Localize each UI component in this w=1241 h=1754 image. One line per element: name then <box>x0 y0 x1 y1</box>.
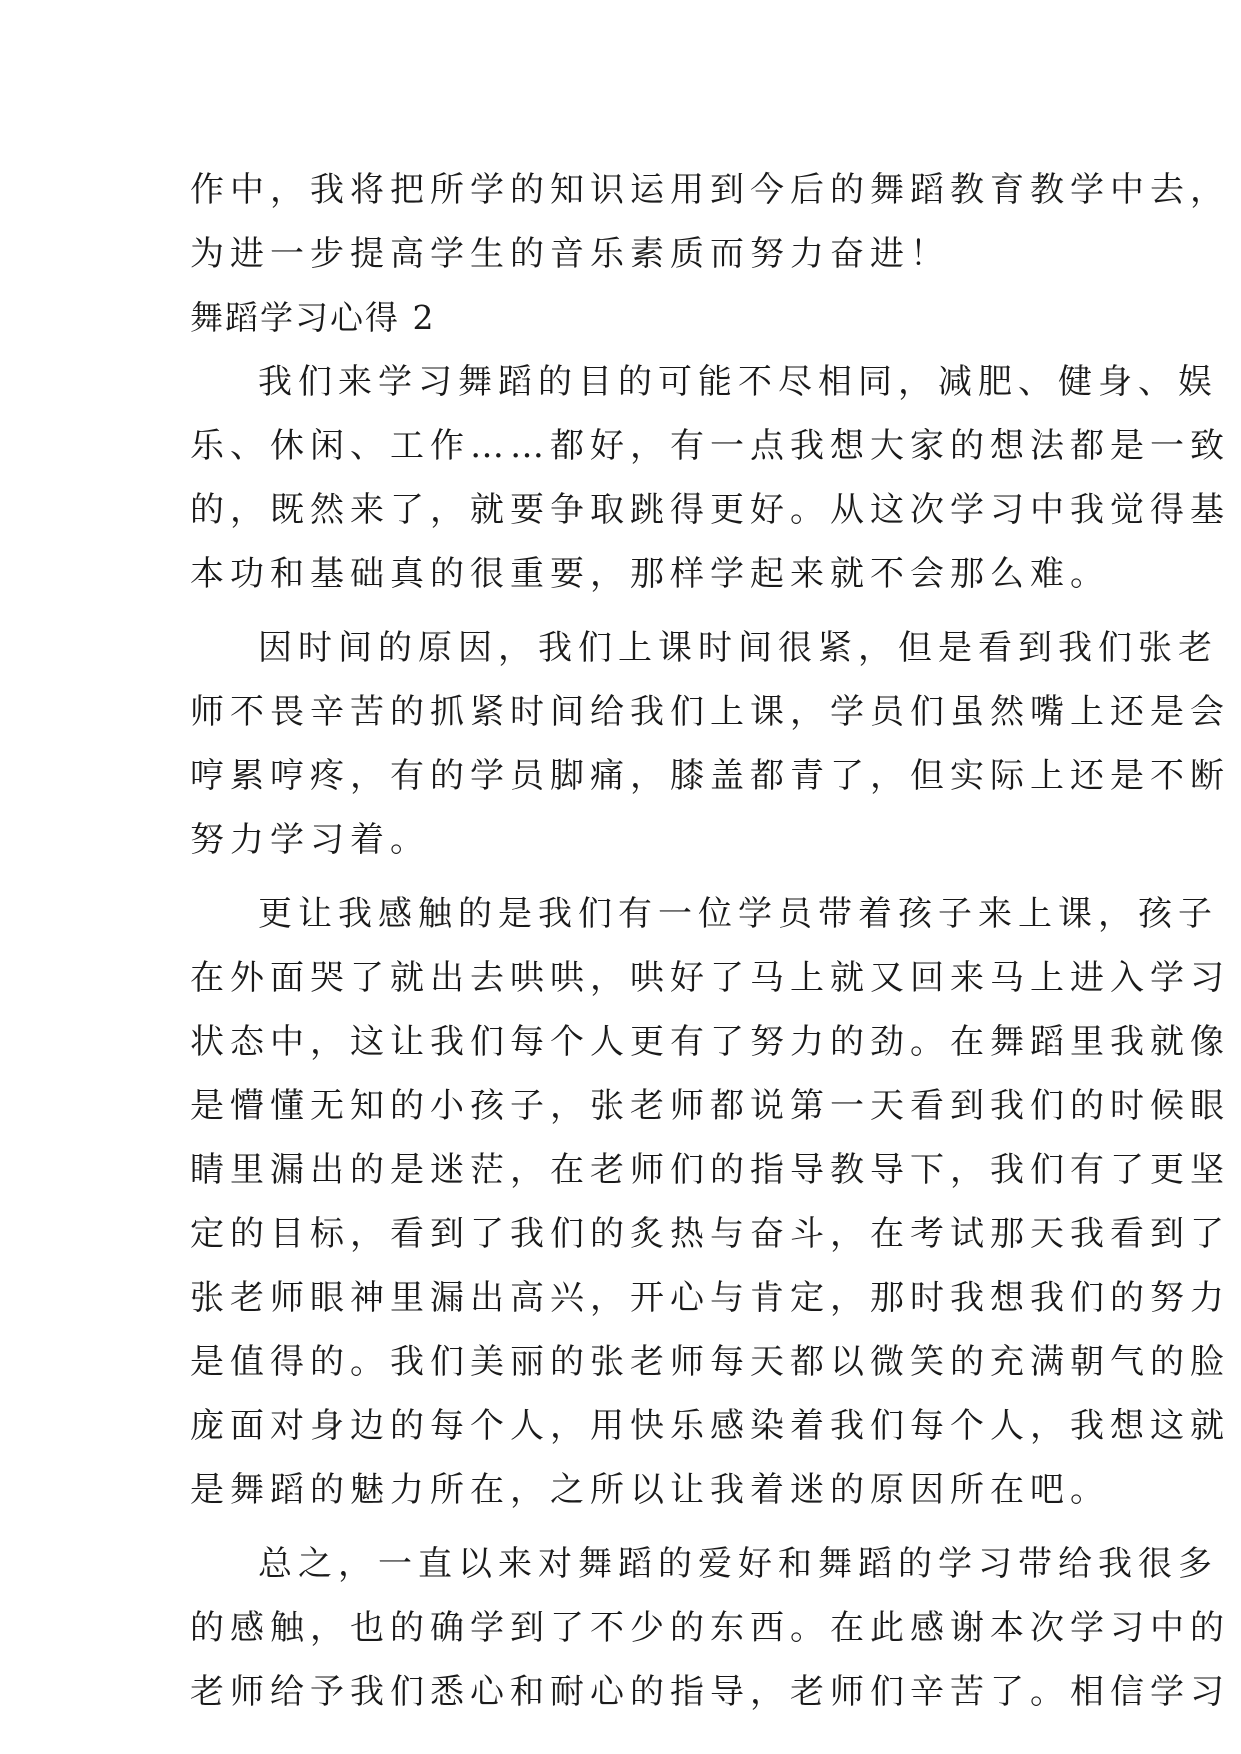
document-body <box>190 158 1230 1724</box>
text-line: 是舞蹈的魅力所在，之所以让我着迷的原因所在吧。 <box>190 1470 1110 1510</box>
paragraph-3 <box>190 882 1230 1522</box>
text-line: 努力学习着。 <box>190 820 430 860</box>
text-line: 状态中，这让我们每个人更有了努力的劲。在舞蹈里我就像 <box>190 1022 1230 1062</box>
text-line: 哼累哼疼，有的学员脚痛，膝盖都青了，但实际上还是不断 <box>190 756 1230 796</box>
text-line: 的感触，也的确学到了不少的东西。在此感谢本次学习中的 <box>190 1608 1230 1648</box>
text-line: 是懵懂无知的小孩子，张老师都说第一天看到我们的时候眼 <box>190 1086 1230 1126</box>
text-line: 张老师眼神里漏出高兴，开心与肯定，那时我想我们的努力 <box>190 1278 1230 1318</box>
text-line: 总之，一直以来对舞蹈的爱好和舞蹈的学习带给我很多 <box>258 1544 1218 1584</box>
section-heading: 舞蹈学习心得 2 <box>190 298 436 337</box>
text-line: 定的目标，看到了我们的炙热与奋斗，在考试那天我看到了 <box>190 1214 1230 1254</box>
text-line: 更让我感触的是我们有一位学员带着孩子来上课，孩子 <box>258 894 1218 934</box>
text-line: 作中，我将把所学的知识运用到今后的舞蹈教育教学中去， <box>190 170 1230 210</box>
text-line: 师不畏辛苦的抓紧时间给我们上课，学员们虽然嘴上还是会 <box>190 692 1230 732</box>
text-line: 我们来学习舞蹈的目的可能不尽相同，减肥、健身、娱 <box>258 362 1218 402</box>
text-line: 睛里漏出的是迷茫，在老师们的指导教导下，我们有了更坚 <box>190 1150 1230 1190</box>
text-line: 乐、休闲、工作……都好，有一点我想大家的想法都是一致 <box>190 426 1230 466</box>
text-line: 是值得的。我们美丽的张老师每天都以微笑的充满朝气的脸 <box>190 1342 1230 1382</box>
text-line: 在外面哭了就出去哄哄，哄好了马上就又回来马上进入学习 <box>190 958 1230 998</box>
text-line: 的，既然来了，就要争取跳得更好。从这次学习中我觉得基 <box>190 490 1230 530</box>
text-line: 老师给予我们悉心和耐心的指导，老师们辛苦了。相信学习 <box>190 1672 1230 1712</box>
text-line: 为进一步提高学生的音乐素质而努力奋进！ <box>190 234 950 274</box>
paragraph-2 <box>190 616 1230 872</box>
text-line: 本功和基础真的很重要，那样学起来就不会那么难。 <box>190 554 1110 594</box>
paragraph-1 <box>190 350 1230 606</box>
continuation-paragraph <box>190 158 1230 286</box>
text-line: 庞面对身边的每个人，用快乐感染着我们每个人，我想这就 <box>190 1406 1230 1446</box>
paragraph-4 <box>190 1532 1230 1724</box>
text-line: 因时间的原因，我们上课时间很紧，但是看到我们张老 <box>258 628 1218 668</box>
